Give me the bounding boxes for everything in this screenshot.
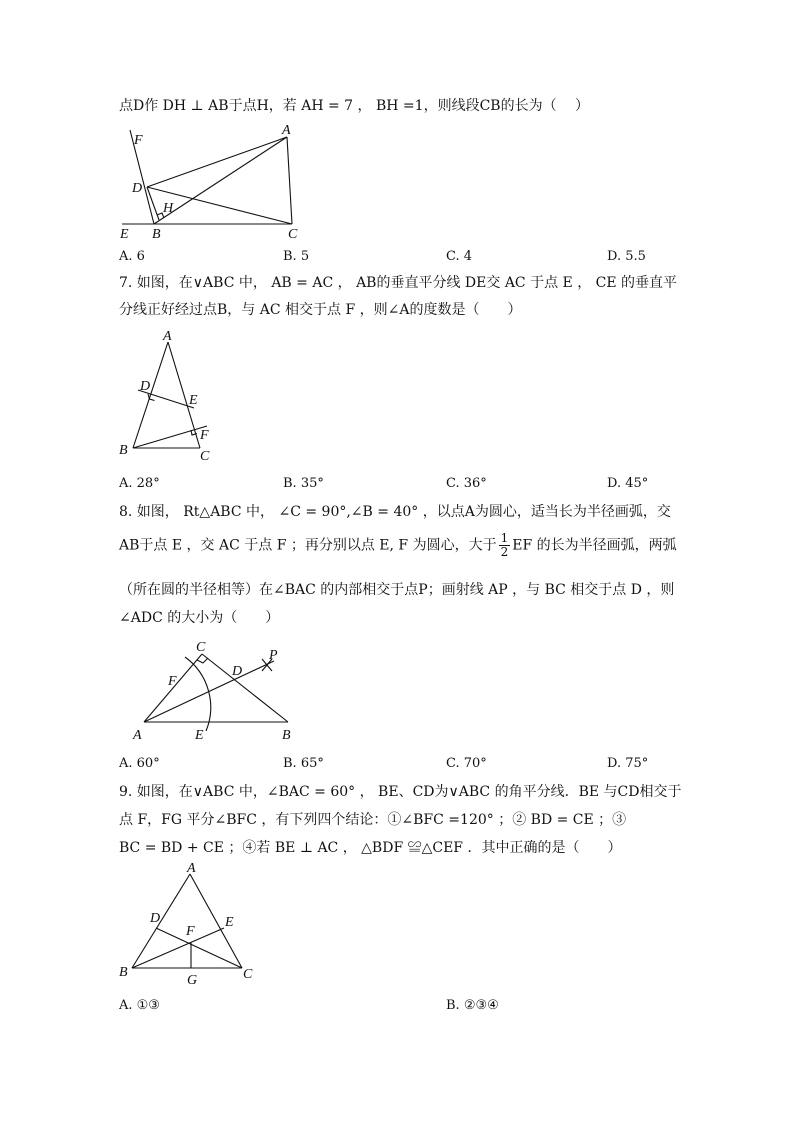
q8-text-line4: ∠ADC 的大小为（ ） (119, 610, 280, 626)
q8-label-P: P (269, 648, 278, 663)
q6-figure (112, 120, 312, 245)
q8-fraction (499, 532, 511, 559)
q6-text: 点D作 DH ⊥ AB于点H，若 AH = 7 ， BH =1，则线段CB的长为（ ） (119, 98, 590, 114)
q8-text-line2-end: EF 的长为半径画弧，两弧 (512, 537, 677, 554)
q9-text-line1: 9. 如图，在∨ABC 中，∠BAC = 60° ， BE、CD为∨ABC 的角平分线．BE 与CD相交于 (119, 784, 682, 800)
q8-fraction-numerator: 1 (500, 531, 509, 545)
q6-label-E: E (120, 227, 129, 242)
q9-text-line2: 点 F，FG 平分∠BFC ，有下列四个结论：①∠BFC =120° ；② BD = CE ；③ (119, 812, 627, 828)
q9-option-b[interactable]: B. ②③④ (446, 998, 499, 1013)
q7-option-d[interactable]: D. 45° (607, 476, 649, 491)
q8-option-c[interactable]: C. 70° (446, 756, 487, 771)
q8-fraction-denominator: 2 (500, 545, 509, 559)
q6-label-F: F (134, 133, 143, 148)
q6-option-c[interactable]: C. 4 (446, 249, 473, 264)
q7-label-E: E (189, 393, 198, 408)
q8-text-line2 (119, 532, 677, 559)
q8-figure (130, 633, 310, 748)
q7-text-line2: 分线正好经过点B，与 AC 相交于点 F ，则∠A的度数是（ ） (119, 302, 522, 318)
q9-figure (112, 862, 262, 992)
q7-text-line1: 7. 如图，在∨ABC 中， AB = AC ， AB的垂直平分线 DE交 AC 于点 E ， CE 的垂直平 (119, 275, 678, 291)
q6-label-H: H (163, 201, 174, 216)
q7-figure (112, 326, 222, 466)
q9-label-A: A (187, 862, 196, 876)
q9-option-a[interactable]: A. ①③ (119, 998, 160, 1013)
q7-label-F: F (200, 428, 209, 443)
q8-label-F: F (168, 674, 177, 689)
q6-option-d[interactable]: D. 5.5 (607, 249, 646, 264)
q6-label-B: B (152, 227, 161, 242)
q8-label-D: D (232, 664, 243, 679)
q8-label-C: C (196, 640, 206, 655)
q8-text-line2-start: AB于点 E ，交 AC 于点 F ；再分别以点 E, F 为圆心，大于 (119, 537, 497, 554)
q8-option-d[interactable]: D. 75° (607, 756, 649, 771)
q9-text-line3: BC = BD + CE ；④若 BE ⊥ AC ， △BDF ≌△CEF ．其中正确的是（ ） (119, 840, 622, 856)
q8-text-line3: （所在圆的半径相等）在∠BAC 的内部相交于点P；画射线 AP ，与 BC 相交于点 D ，则 (119, 582, 675, 598)
q8-label-E: E (195, 728, 204, 743)
q9-label-F: F (186, 924, 195, 939)
q7-label-D: D (140, 379, 151, 394)
q7-option-b[interactable]: B. 35° (283, 476, 324, 491)
q9-label-G: G (187, 973, 198, 988)
q9-label-B: B (119, 965, 128, 980)
q6-option-b[interactable]: B. 5 (283, 249, 310, 264)
q8-option-a[interactable]: A. 60° (119, 756, 160, 771)
q7-label-A: A (163, 329, 172, 344)
q7-label-C: C (200, 449, 210, 464)
q6-label-D: D (132, 181, 143, 196)
q7-option-a[interactable]: A. 28° (119, 476, 160, 491)
q8-label-B: B (282, 728, 291, 743)
q8-option-b[interactable]: B. 65° (283, 756, 324, 771)
q8-label-A: A (133, 728, 142, 743)
q9-label-C: C (243, 967, 253, 982)
q9-label-E: E (225, 915, 234, 930)
q9-label-D: D (150, 911, 161, 926)
q7-option-c[interactable]: C. 36° (446, 476, 487, 491)
q6-option-a[interactable]: A. 6 (119, 249, 145, 264)
q7-label-B: B (119, 443, 128, 458)
q8-text-line1: 8. 如图， Rt△ABC 中， ∠C = 90°,∠B = 40° ，以点A为圆心，适当长为半径画弧，交 (119, 504, 671, 520)
q6-label-A: A (282, 123, 291, 138)
q6-label-C: C (288, 227, 298, 242)
